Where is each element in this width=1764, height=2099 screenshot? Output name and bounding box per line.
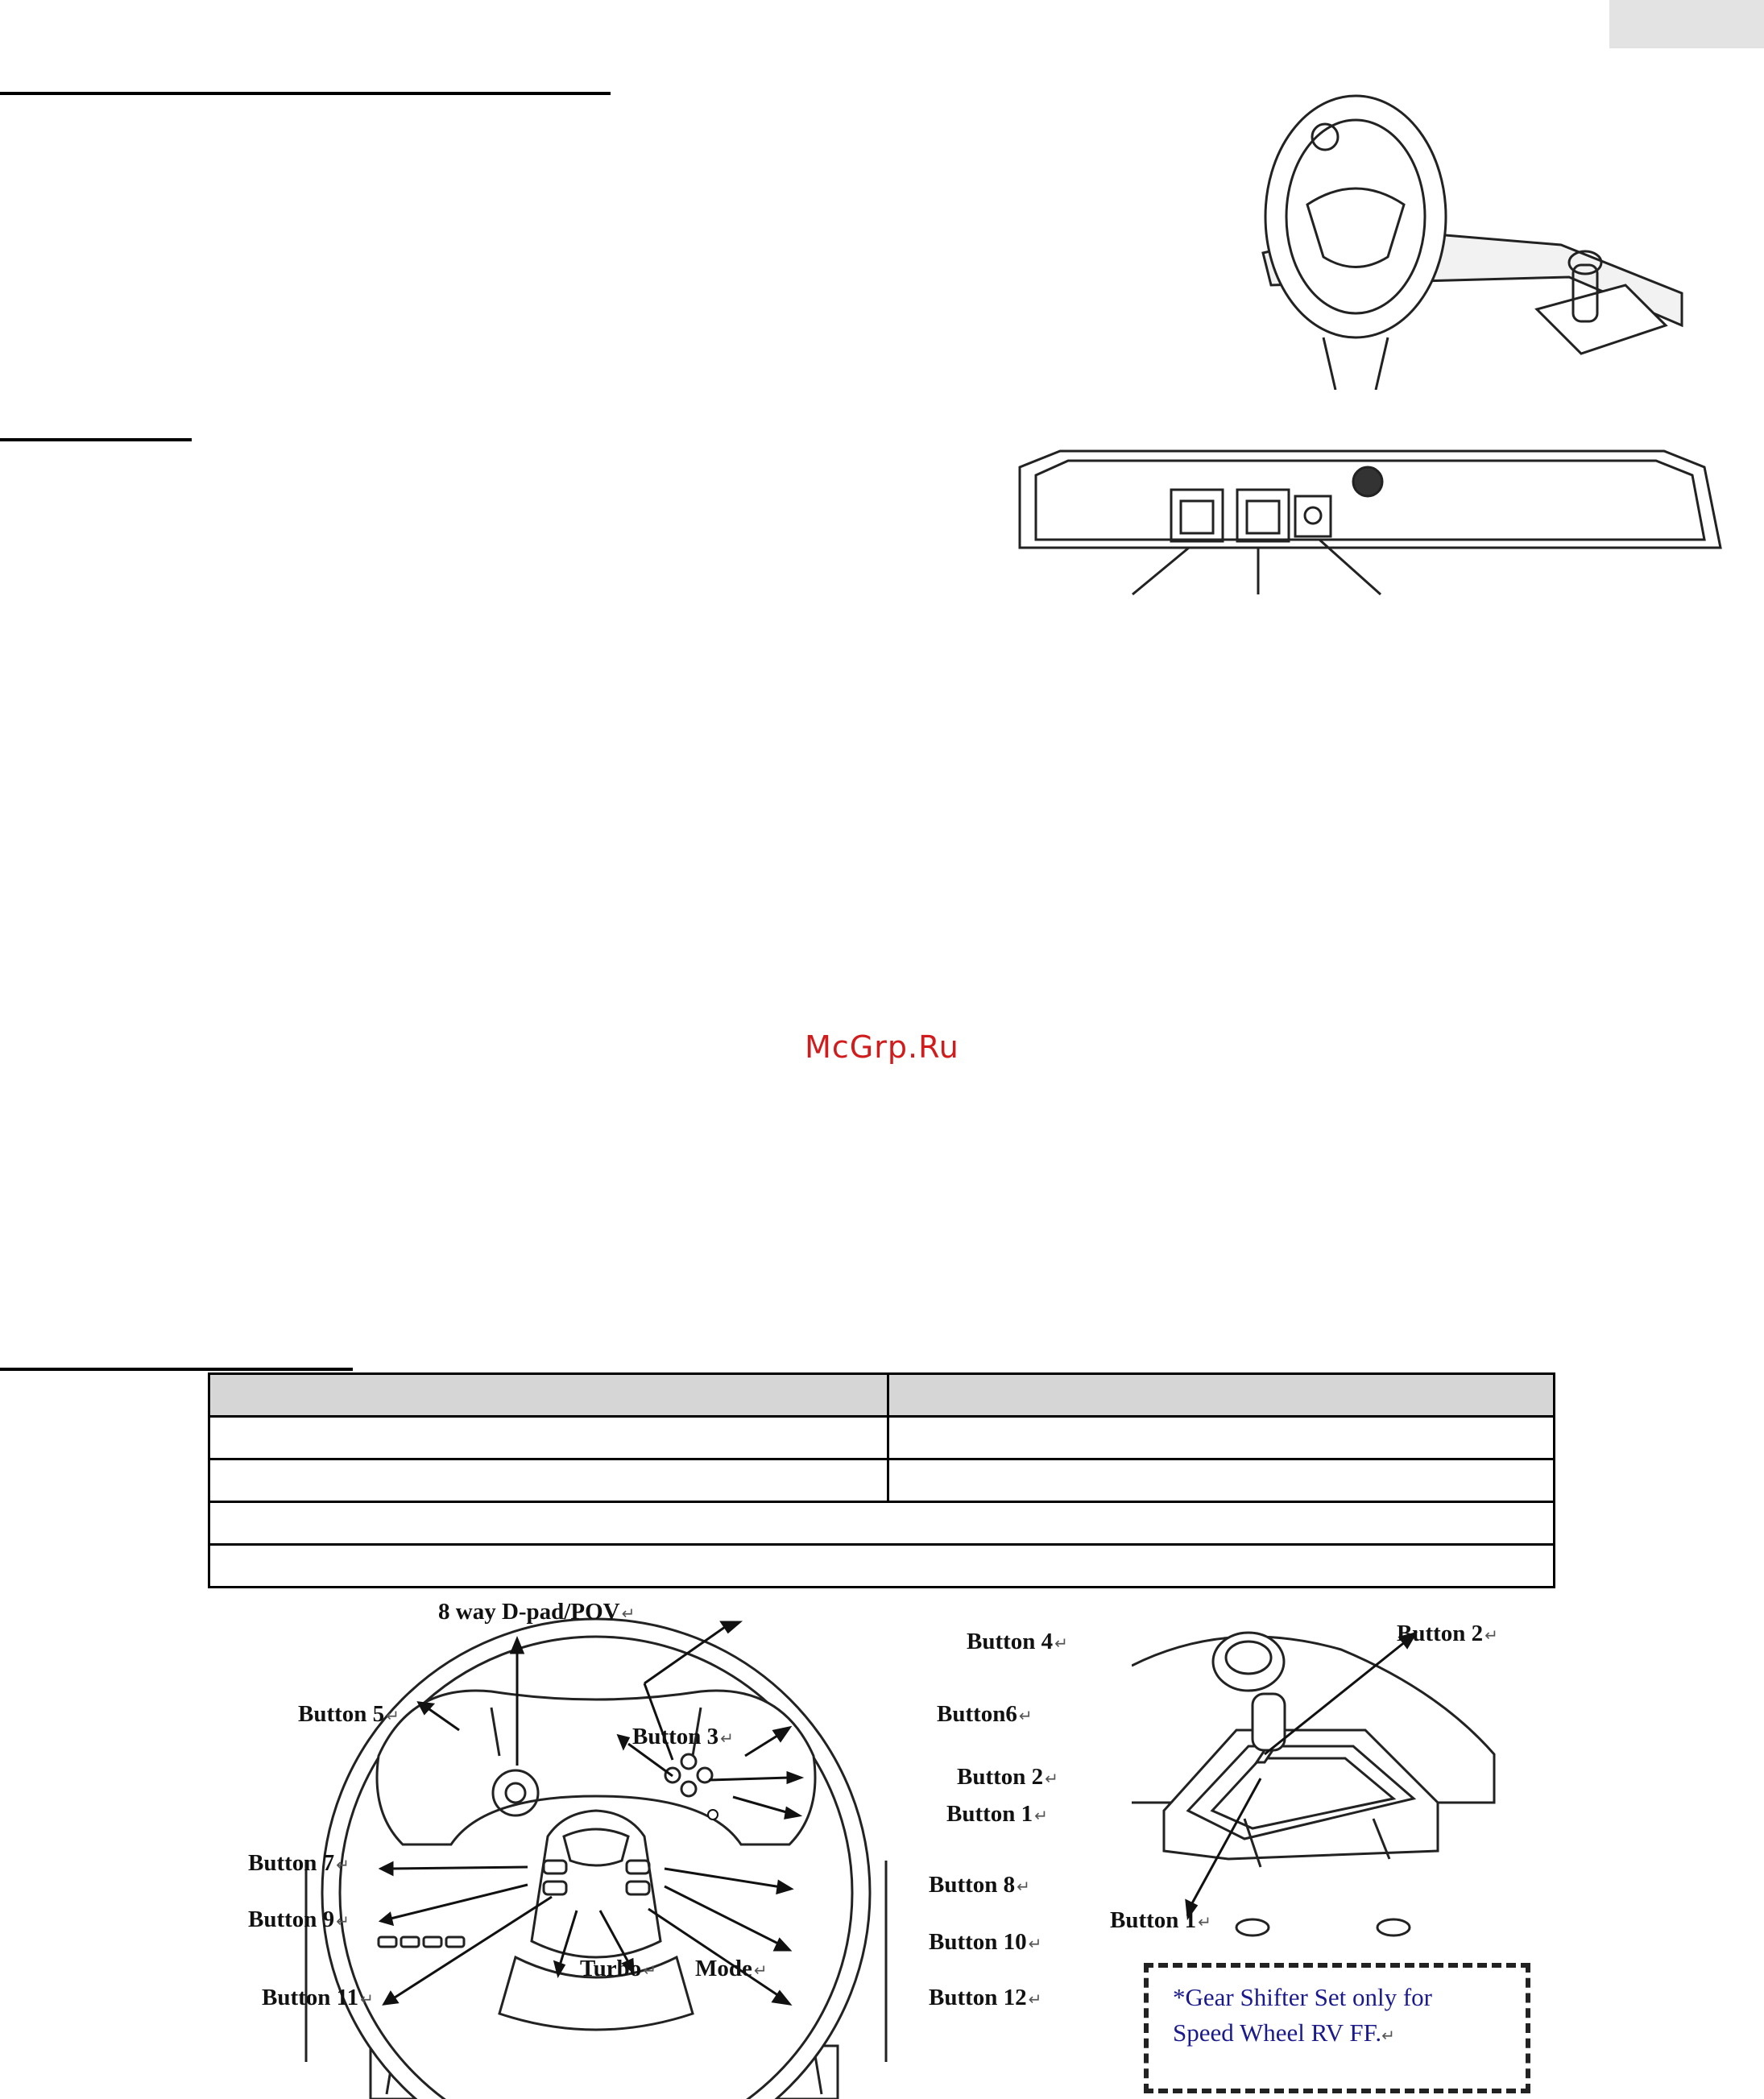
section-rule-3 [0, 1368, 353, 1371]
label-button-7: Button 7 ↵ [248, 1850, 350, 1876]
label-button-4: Button 4 ↵ [967, 1629, 1068, 1654]
table-row [209, 1545, 1555, 1588]
table-row [209, 1459, 1555, 1502]
table-row [209, 1417, 1555, 1459]
label-button-11: Button 11 ↵ [262, 1985, 374, 2010]
table-header-row [209, 1374, 1555, 1417]
steering-wheel-diagram [226, 1595, 967, 2099]
spec-table [208, 1372, 1555, 1588]
shifter-note-line-2: Speed Wheel RV FF.↵ [1173, 2018, 1395, 2047]
label-button-8: Button 8 ↵ [929, 1872, 1030, 1898]
wheel-setup-illustration [1247, 84, 1688, 390]
shifter-note [1173, 1980, 1511, 2054]
section-rule-2 [0, 438, 192, 441]
label-button-12: Button 12 ↵ [929, 1985, 1042, 2010]
label-button-1: Button 1 ↵ [946, 1801, 1048, 1827]
page-tab [1609, 0, 1764, 48]
label-button-6: Button6 ↵ [937, 1701, 1033, 1727]
label-turbo: Turbo ↵ [580, 1956, 657, 1981]
label-button-3: Button 3 ↵ [632, 1724, 734, 1749]
label-dpad: 8 way D-pad/POV ↵ [438, 1599, 636, 1625]
label-button-10: Button 10 ↵ [929, 1929, 1042, 1955]
gear-shifter-diagram [1132, 1617, 1518, 1940]
watermark-text: McGrp.Ru [805, 1029, 959, 1065]
label-mode: Mode ↵ [695, 1956, 768, 1981]
shifter-label-button-2: Button 2 ↵ [1397, 1621, 1498, 1646]
section-rule-1 [0, 92, 611, 95]
shifter-note-line-1: *Gear Shifter Set only for [1173, 1983, 1432, 2011]
label-button-5: Button 5 ↵ [298, 1701, 400, 1727]
label-button-9: Button 9 ↵ [248, 1906, 350, 1932]
label-button-2: Button 2 ↵ [957, 1764, 1058, 1790]
connector-panel-illustration [1012, 435, 1748, 604]
table-row [209, 1502, 1555, 1545]
shifter-label-button-1: Button 1 ↵ [1110, 1907, 1211, 1933]
